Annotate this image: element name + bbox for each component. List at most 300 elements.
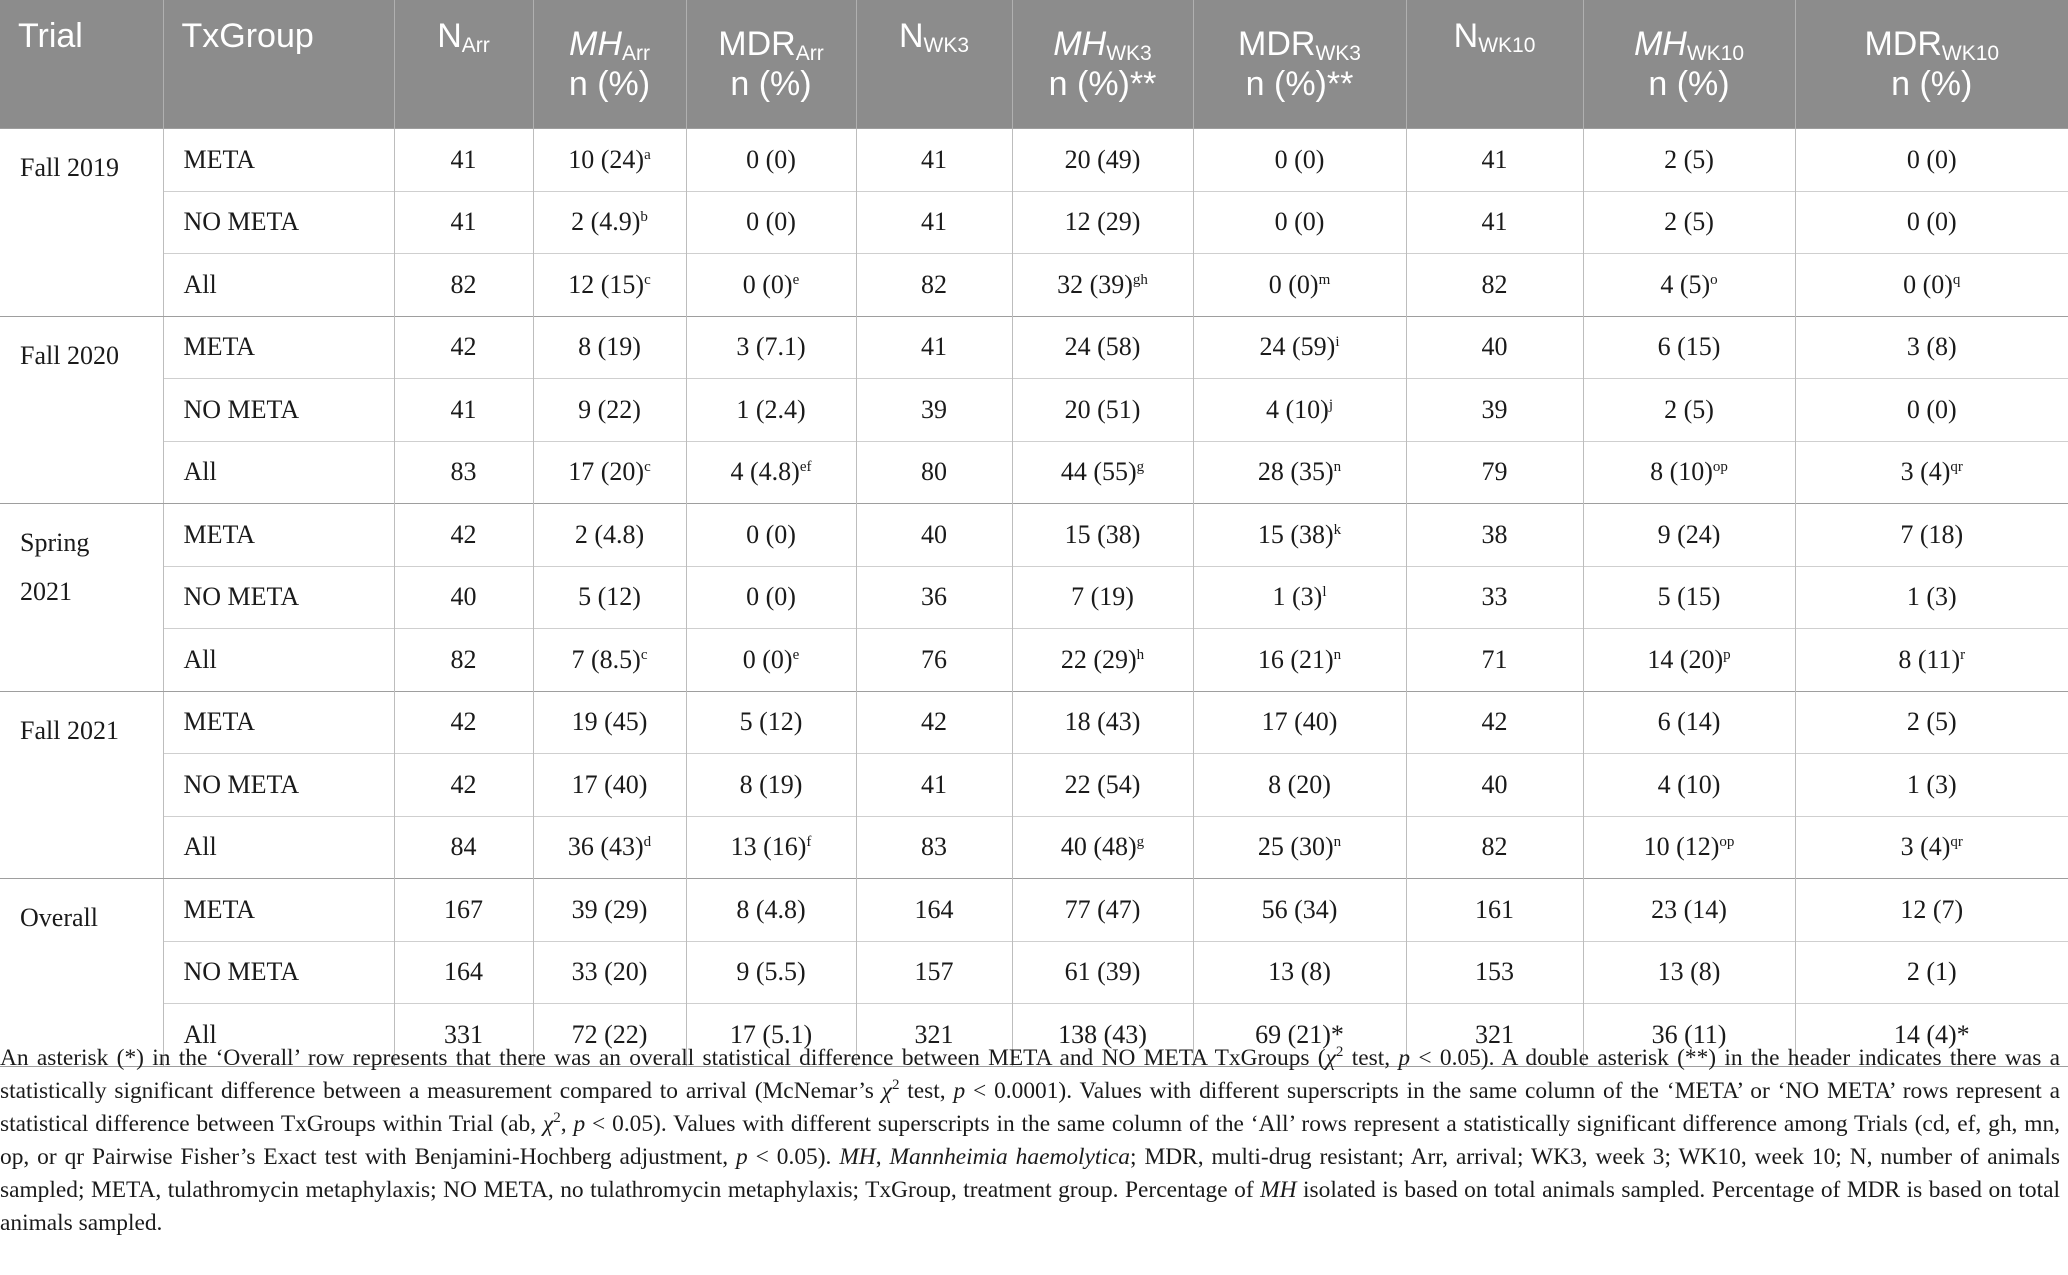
txgroup-cell: NO META bbox=[163, 754, 394, 817]
data-cell bbox=[856, 316, 1012, 379]
cell-value: 22 (54) bbox=[1064, 769, 1141, 799]
cell-value: 331 bbox=[444, 1019, 483, 1049]
data-cell bbox=[533, 254, 686, 317]
trial-cell bbox=[0, 316, 163, 504]
significance-superscript: l bbox=[1322, 584, 1327, 601]
cell-value: 0 (0) bbox=[1903, 269, 1953, 299]
data-cell bbox=[1012, 316, 1193, 379]
data-cell bbox=[686, 191, 856, 254]
significance-superscript: q bbox=[1952, 271, 1961, 288]
data-cell bbox=[1193, 754, 1406, 817]
cell-value: 2 (1) bbox=[1906, 957, 1957, 987]
trial-name: Fall 2020 bbox=[20, 340, 119, 370]
cell-value: 41 bbox=[1481, 207, 1508, 237]
table-body bbox=[0, 129, 2068, 1067]
cell-value: 39 bbox=[1481, 394, 1508, 424]
header-subscript: WK10 bbox=[1941, 42, 2000, 65]
cell-value: 161 bbox=[1475, 894, 1514, 924]
cell-value: 25 (30) bbox=[1257, 832, 1334, 862]
significance-superscript: ef bbox=[799, 459, 812, 476]
header-unit: n (%)** bbox=[1245, 65, 1354, 103]
data-cell bbox=[1583, 441, 1795, 504]
data-cell bbox=[1583, 566, 1795, 629]
data-cell bbox=[1012, 254, 1193, 317]
footnote-text: < 0.05). bbox=[747, 1144, 840, 1170]
txgroup-cell: All bbox=[163, 629, 394, 692]
footnote-text: , bbox=[875, 1144, 890, 1170]
significance-superscript: k bbox=[1333, 521, 1342, 538]
data-cell bbox=[686, 379, 856, 442]
txgroup-cell: NO META bbox=[163, 379, 394, 442]
cell-value: 41 bbox=[450, 144, 477, 174]
data-cell bbox=[1193, 879, 1406, 942]
cell-value: 39 bbox=[921, 394, 947, 424]
cell-value: 0 (0) bbox=[742, 644, 793, 674]
data-cell bbox=[1583, 629, 1795, 692]
header-label: MH bbox=[1633, 25, 1687, 63]
data-cell bbox=[686, 441, 856, 504]
table-row bbox=[0, 441, 2068, 504]
table-row bbox=[0, 379, 2068, 442]
table-row bbox=[0, 816, 2068, 879]
column-header bbox=[686, 0, 856, 129]
cell-value: 42 bbox=[450, 332, 477, 362]
cell-value: 1 (3) bbox=[1906, 582, 1957, 612]
cell-value: 17 (40) bbox=[1261, 707, 1338, 737]
significance-superscript: qr bbox=[1950, 459, 1963, 476]
data-cell bbox=[1406, 441, 1583, 504]
cell-value: 0 (0) bbox=[746, 582, 796, 612]
data-cell bbox=[686, 629, 856, 692]
cell-value: 2 (4.9) bbox=[571, 207, 641, 237]
cell-value: 79 bbox=[1481, 457, 1508, 487]
data-cell bbox=[1583, 816, 1795, 879]
data-cell bbox=[1406, 691, 1583, 754]
data-cell bbox=[1795, 316, 2068, 379]
data-cell bbox=[1795, 941, 2068, 1004]
header-unit: n (%) bbox=[568, 65, 651, 103]
cell-value: 6 (14) bbox=[1657, 707, 1721, 737]
data-cell bbox=[1583, 191, 1795, 254]
table-row bbox=[0, 691, 2068, 754]
significance-superscript: op bbox=[1712, 459, 1728, 476]
data-cell bbox=[686, 316, 856, 379]
txgroup-cell: All bbox=[163, 441, 394, 504]
data-cell bbox=[1193, 504, 1406, 567]
trial-cell bbox=[0, 879, 163, 1067]
header-subscript: WK10 bbox=[1478, 34, 1536, 57]
superscript: 2 bbox=[553, 1110, 561, 1126]
cell-value: 0 (0) bbox=[1274, 207, 1325, 237]
cell-value: 0 (0) bbox=[1274, 144, 1325, 174]
table-header bbox=[0, 0, 2068, 129]
cell-value: 0 (0) bbox=[746, 144, 796, 174]
data-cell bbox=[394, 254, 533, 317]
cell-value: 42 bbox=[921, 707, 947, 737]
table-row bbox=[0, 316, 2068, 379]
significance-superscript: c bbox=[644, 271, 651, 288]
cell-value: 3 (8) bbox=[1906, 332, 1957, 362]
cell-value: 24 (59) bbox=[1259, 332, 1336, 362]
significance-superscript: p bbox=[1723, 646, 1731, 663]
data-cell bbox=[686, 879, 856, 942]
cell-value: 41 bbox=[921, 332, 947, 362]
cell-value: 0 (0) bbox=[746, 519, 796, 549]
data-cell bbox=[1012, 379, 1193, 442]
data-cell bbox=[1795, 441, 2068, 504]
cell-value: 83 bbox=[921, 832, 947, 862]
cell-value: 4 (10) bbox=[1657, 769, 1721, 799]
data-cell bbox=[856, 441, 1012, 504]
data-cell bbox=[1012, 441, 1193, 504]
cell-value: 2 (5) bbox=[1664, 394, 1714, 424]
cell-value: 6 (15) bbox=[1657, 332, 1721, 362]
data-cell bbox=[1795, 754, 2068, 817]
data-cell bbox=[1406, 879, 1583, 942]
cell-value: 4 (4.8) bbox=[730, 457, 800, 487]
data-cell bbox=[394, 629, 533, 692]
data-cell bbox=[1012, 629, 1193, 692]
cell-value: 19 (45) bbox=[571, 707, 648, 737]
data-cell bbox=[1583, 941, 1795, 1004]
data-cell bbox=[1406, 816, 1583, 879]
trial-name: Overall bbox=[20, 903, 98, 932]
data-cell bbox=[856, 754, 1012, 817]
significance-superscript: h bbox=[1136, 646, 1145, 663]
chi-symbol: χ bbox=[1325, 1045, 1336, 1071]
cell-value: 23 (14) bbox=[1651, 894, 1727, 924]
cell-value: 41 bbox=[450, 207, 477, 237]
cell-value: 42 bbox=[1481, 707, 1508, 737]
significance-superscript: n bbox=[1333, 459, 1342, 476]
cell-value: 14 (20) bbox=[1647, 644, 1724, 674]
header-unit: n (%) bbox=[1891, 65, 1973, 103]
cell-value: 5 (12) bbox=[739, 707, 803, 737]
cell-value: 8 (11) bbox=[1898, 644, 1961, 674]
header-subscript: WK3 bbox=[1106, 42, 1152, 65]
txgroup-cell: NO META bbox=[163, 191, 394, 254]
cell-value: 321 bbox=[914, 1019, 954, 1049]
significance-superscript: op bbox=[1719, 834, 1735, 851]
data-cell bbox=[533, 379, 686, 442]
header-unit: n (%)** bbox=[1048, 65, 1157, 103]
cell-value: 82 bbox=[450, 644, 477, 674]
cell-value: 0 (0) bbox=[1906, 394, 1957, 424]
cell-value: 40 bbox=[1481, 769, 1508, 799]
significance-superscript: b bbox=[640, 209, 648, 226]
header-unit: n (%) bbox=[1648, 65, 1730, 103]
data-cell bbox=[1583, 316, 1795, 379]
cell-value: 3 (4) bbox=[1900, 832, 1951, 862]
column-header bbox=[163, 0, 394, 129]
significance-superscript: i bbox=[1335, 334, 1340, 351]
data-cell bbox=[1406, 504, 1583, 567]
cell-value: 4 (10) bbox=[1266, 394, 1329, 424]
header-label: Trial bbox=[18, 17, 83, 55]
data-cell bbox=[856, 191, 1012, 254]
cell-value: 167 bbox=[444, 894, 483, 924]
cell-value: 138 (43) bbox=[1058, 1019, 1147, 1049]
footnote-text: < 0.05). A double asterisk (**) in the header indicates there was a statistically significant difference between a measurement compared to arrival (McNemar’s bbox=[0, 1045, 2060, 1104]
cell-value: 9 (24) bbox=[1657, 519, 1721, 549]
data-cell bbox=[1193, 566, 1406, 629]
data-cell bbox=[394, 379, 533, 442]
cell-value: 82 bbox=[1481, 269, 1508, 299]
data-cell bbox=[686, 566, 856, 629]
cell-value: 3 (7.1) bbox=[736, 332, 806, 362]
header-subscript: Arr bbox=[795, 42, 824, 65]
cell-value: 83 bbox=[450, 457, 477, 487]
data-cell bbox=[533, 129, 686, 192]
significance-superscript: e bbox=[792, 271, 800, 288]
data-cell bbox=[533, 504, 686, 567]
data-cell bbox=[394, 691, 533, 754]
txgroup-cell: META bbox=[163, 504, 394, 567]
data-cell bbox=[394, 316, 533, 379]
data-cell bbox=[1795, 191, 2068, 254]
column-header bbox=[533, 0, 686, 129]
cell-value: 40 bbox=[450, 582, 477, 612]
p-symbol: p bbox=[573, 1111, 586, 1137]
cell-value: 84 bbox=[450, 832, 477, 862]
data-cell bbox=[686, 754, 856, 817]
column-header bbox=[1795, 0, 2068, 129]
cell-value: 72 (22) bbox=[571, 1019, 648, 1049]
data-cell bbox=[1795, 129, 2068, 192]
cell-value: 4 (5) bbox=[1660, 269, 1711, 299]
cell-value: 8 (19) bbox=[739, 769, 803, 799]
cell-value: 28 (35) bbox=[1257, 457, 1334, 487]
header-unit: n (%) bbox=[730, 65, 812, 103]
header-subscript: Arr bbox=[621, 42, 650, 65]
data-cell bbox=[394, 129, 533, 192]
cell-value: 2 (5) bbox=[1906, 707, 1957, 737]
data-cell bbox=[1406, 191, 1583, 254]
data-cell bbox=[1795, 691, 2068, 754]
data-cell bbox=[1583, 504, 1795, 567]
data-cell bbox=[394, 754, 533, 817]
cell-value: 44 (55) bbox=[1060, 457, 1137, 487]
data-cell bbox=[856, 691, 1012, 754]
data-cell bbox=[856, 504, 1012, 567]
cell-value: 17 (20) bbox=[568, 457, 645, 487]
data-cell bbox=[1193, 379, 1406, 442]
table-footnote bbox=[0, 1042, 2060, 1240]
data-cell bbox=[1012, 129, 1193, 192]
cell-value: 17 (5.1) bbox=[729, 1019, 813, 1049]
txgroup-cell: All bbox=[163, 816, 394, 879]
p-symbol: p bbox=[953, 1078, 966, 1104]
cell-value: 9 (22) bbox=[578, 394, 641, 424]
header-label: N bbox=[1453, 17, 1479, 55]
significance-superscript: g bbox=[1136, 834, 1145, 851]
data-cell bbox=[1583, 879, 1795, 942]
column-header bbox=[1583, 0, 1795, 129]
data-cell bbox=[394, 566, 533, 629]
cell-value: 32 (39) bbox=[1057, 269, 1133, 299]
trial-cell bbox=[0, 129, 163, 317]
significance-superscript: d bbox=[643, 834, 652, 851]
p-symbol: p bbox=[1398, 1045, 1411, 1071]
significance-superscript: n bbox=[1333, 834, 1342, 851]
cell-value: 39 (29) bbox=[571, 894, 648, 924]
cell-value: 17 (40) bbox=[571, 769, 648, 799]
data-cell bbox=[533, 691, 686, 754]
data-cell bbox=[1193, 691, 1406, 754]
cell-value: 61 (39) bbox=[1064, 957, 1141, 987]
txgroup-cell: META bbox=[163, 316, 394, 379]
chi-symbol: χ bbox=[881, 1078, 892, 1104]
data-cell bbox=[1583, 691, 1795, 754]
data-cell bbox=[1583, 754, 1795, 817]
cell-value: 82 bbox=[1481, 832, 1508, 862]
cell-value: 0 (0) bbox=[1906, 207, 1957, 237]
cell-value: 16 (21) bbox=[1257, 644, 1334, 674]
data-cell bbox=[856, 629, 1012, 692]
cell-value: 1 (2.4) bbox=[736, 394, 806, 424]
cell-value: 42 bbox=[450, 519, 477, 549]
table-row bbox=[0, 941, 2068, 1004]
data-cell bbox=[533, 941, 686, 1004]
data-cell bbox=[856, 566, 1012, 629]
cell-value: 3 (4) bbox=[1900, 457, 1951, 487]
header-subscript: Arr bbox=[461, 34, 490, 57]
cell-value: 24 (58) bbox=[1064, 332, 1141, 362]
data-cell bbox=[1193, 191, 1406, 254]
data-cell bbox=[856, 129, 1012, 192]
cell-value: 12 (7) bbox=[1900, 894, 1964, 924]
data-cell bbox=[1406, 754, 1583, 817]
header-subscript: WK3 bbox=[923, 34, 970, 57]
data-cell bbox=[1193, 316, 1406, 379]
data-cell bbox=[1193, 816, 1406, 879]
txgroup-cell: META bbox=[163, 129, 394, 192]
data-cell bbox=[856, 254, 1012, 317]
abbreviation: MH bbox=[1260, 1177, 1297, 1203]
data-cell bbox=[533, 629, 686, 692]
header-label: N bbox=[437, 17, 462, 55]
cell-value: 14 (4)* bbox=[1893, 1019, 1970, 1049]
cell-value: 40 bbox=[921, 519, 947, 549]
cell-value: 0 (0) bbox=[1906, 144, 1957, 174]
table-row bbox=[0, 191, 2068, 254]
significance-superscript: a bbox=[644, 146, 651, 163]
data-cell bbox=[1795, 566, 2068, 629]
footnote-text: test, bbox=[899, 1078, 954, 1104]
cell-value: 321 bbox=[1475, 1019, 1514, 1049]
cell-value: 42 bbox=[450, 769, 477, 799]
data-cell bbox=[1012, 754, 1193, 817]
superscript: 2 bbox=[1335, 1044, 1344, 1060]
cell-value: 7 (8.5) bbox=[571, 644, 641, 674]
data-cell bbox=[1795, 816, 2068, 879]
txgroup-cell: All bbox=[163, 1004, 394, 1067]
significance-superscript: j bbox=[1328, 396, 1333, 413]
cell-value: 41 bbox=[921, 769, 947, 799]
significance-superscript: n bbox=[1333, 646, 1342, 663]
cell-value: 13 (8) bbox=[1657, 957, 1721, 987]
data-cell bbox=[1406, 379, 1583, 442]
header-subscript: WK3 bbox=[1315, 42, 1361, 65]
chi-symbol: χ bbox=[542, 1111, 554, 1137]
data-cell bbox=[856, 379, 1012, 442]
data-cell bbox=[1012, 504, 1193, 567]
cell-value: 18 (43) bbox=[1064, 707, 1141, 737]
data-cell bbox=[394, 816, 533, 879]
species-name: Mannheimia haemolytica bbox=[889, 1144, 1130, 1170]
cell-value: 5 (15) bbox=[1657, 582, 1721, 612]
significance-superscript: qr bbox=[1950, 834, 1963, 851]
table-row bbox=[0, 879, 2068, 942]
cell-value: 153 bbox=[1475, 957, 1514, 987]
cell-value: 41 bbox=[921, 207, 947, 237]
significance-superscript: m bbox=[1318, 271, 1331, 288]
cell-value: 38 bbox=[1481, 519, 1508, 549]
cell-value: 8 (20) bbox=[1268, 769, 1331, 799]
cell-value: 82 bbox=[921, 269, 947, 299]
cell-value: 15 (38) bbox=[1064, 519, 1141, 549]
cell-value: 1 (3) bbox=[1906, 769, 1957, 799]
data-cell bbox=[1193, 941, 1406, 1004]
data-cell bbox=[1795, 504, 2068, 567]
data-cell bbox=[856, 941, 1012, 1004]
cell-value: 36 bbox=[921, 582, 947, 612]
cell-value: 9 (5.5) bbox=[736, 957, 806, 987]
cell-value: 33 bbox=[1481, 582, 1508, 612]
data-cell bbox=[1795, 254, 2068, 317]
cell-value: 20 (51) bbox=[1064, 394, 1141, 424]
data-cell bbox=[1406, 629, 1583, 692]
cell-value: 40 (48) bbox=[1060, 832, 1137, 862]
footnote-text: < 0.0001). Values with different superscripts in the same column of the ‘META’ or ‘NO META’ rows represent a statistical difference between TxGroups within Trial (ab, bbox=[0, 1078, 2060, 1137]
header-label: MDR bbox=[1864, 25, 1942, 63]
data-cell bbox=[686, 691, 856, 754]
footnote-text: isolated is based on total animals sampled. Percentage of MDR is based on total animals sampled. bbox=[0, 1177, 2060, 1236]
data-cell bbox=[533, 316, 686, 379]
cell-value: 164 bbox=[444, 957, 483, 987]
cell-value: 76 bbox=[921, 644, 947, 674]
data-cell bbox=[1795, 629, 2068, 692]
data-cell bbox=[856, 879, 1012, 942]
cell-value: 82 bbox=[450, 269, 477, 299]
column-header bbox=[1406, 0, 1583, 129]
column-header bbox=[856, 0, 1012, 129]
data-cell bbox=[1583, 379, 1795, 442]
column-header bbox=[394, 0, 533, 129]
data-cell bbox=[686, 254, 856, 317]
txgroup-cell: All bbox=[163, 254, 394, 317]
data-cell bbox=[1193, 441, 1406, 504]
table-row bbox=[0, 504, 2068, 567]
data-cell bbox=[686, 129, 856, 192]
data-cell bbox=[1795, 379, 2068, 442]
cell-value: 10 (24) bbox=[568, 144, 645, 174]
cell-value: 69 (21)* bbox=[1255, 1019, 1344, 1049]
cell-value: 41 bbox=[450, 394, 477, 424]
data-cell bbox=[1795, 879, 2068, 942]
cell-value: 12 (29) bbox=[1064, 207, 1141, 237]
header-row bbox=[0, 0, 2068, 129]
data-cell bbox=[533, 754, 686, 817]
table-row bbox=[0, 754, 2068, 817]
header-label: MH bbox=[1053, 25, 1107, 63]
header-label: N bbox=[898, 17, 924, 55]
cell-value: 41 bbox=[1481, 144, 1508, 174]
data-cell bbox=[1406, 566, 1583, 629]
cell-value: 2 (5) bbox=[1664, 144, 1714, 174]
data-cell bbox=[1583, 129, 1795, 192]
data-cell bbox=[533, 441, 686, 504]
